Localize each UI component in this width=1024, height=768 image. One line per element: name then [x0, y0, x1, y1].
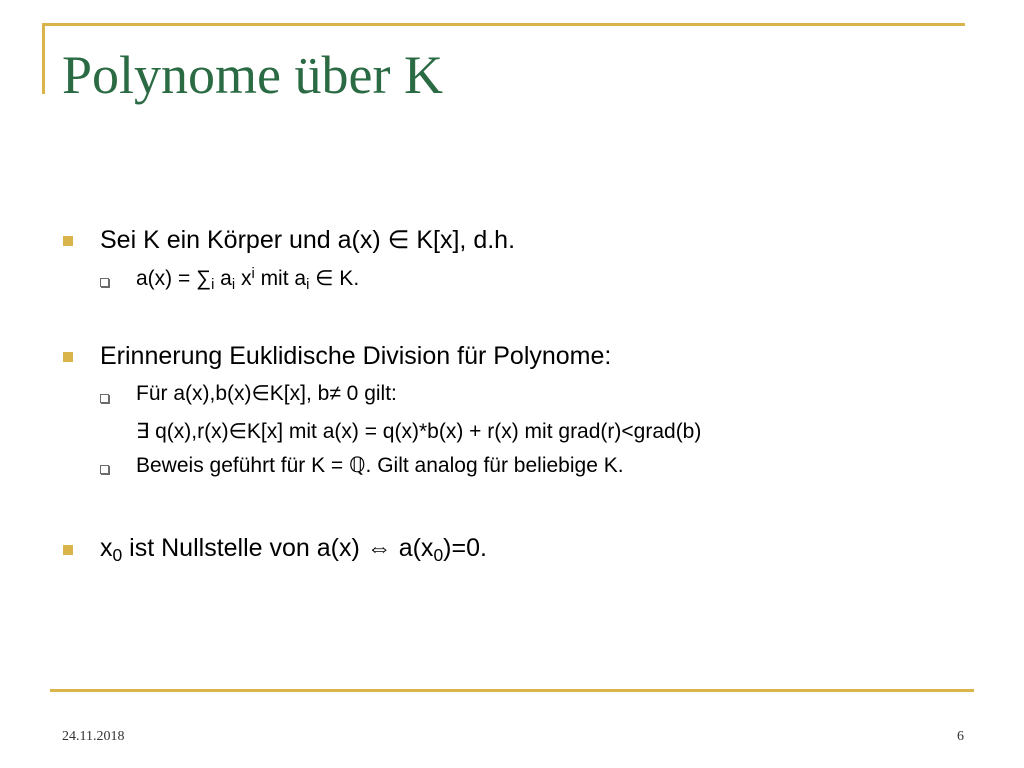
bullet-square-icon — [63, 236, 73, 246]
sub-bullet-checkbox-icon — [100, 278, 109, 287]
footer-rule — [50, 689, 974, 692]
footer-date: 24.11.2018 — [62, 729, 125, 744]
bullet-text-root-definition: $x_0$ ist Nullstelle von a(x) ⇔ $a(x_0)=0$. — [100, 534, 487, 566]
sub-bullet-division-premise: Für a(x),b(x)∈K[x], b≠ 0 gilt: — [136, 382, 397, 405]
bullet-text-field-assumption: Sei K ein Körper und a(x) ∈ K[x], d.h. — [100, 226, 516, 254]
sub-bullet-checkbox-icon — [100, 465, 109, 474]
bullet-text-euclidean-division: Erinnerung Euklidische Division für Polynome: — [100, 342, 612, 370]
slide-title: Polynome über K — [62, 45, 443, 105]
sub-bullet-polynomial-definition: $a(x) = \sum_i$ $a_i$ $x^i$ mit $a_i$ ∈ K. — [136, 265, 360, 294]
bullet-square-icon — [63, 545, 73, 555]
sub-bullet-division-statement: ∃ q(x),r(x)∈K[x] mit a(x) = q(x)*b(x) + r(x) mit grad(r)<grad(b) — [136, 420, 702, 443]
sub-bullet-checkbox-icon — [100, 394, 109, 403]
bullet-square-icon — [63, 352, 73, 362]
sub-bullet-proof-note: Beweis geführt für K = ℚ. Gilt analog für beliebige K. — [136, 454, 624, 477]
title-frame-left-rule — [42, 23, 45, 94]
page-number: 6 — [957, 729, 964, 744]
title-frame-top-rule — [42, 23, 965, 26]
